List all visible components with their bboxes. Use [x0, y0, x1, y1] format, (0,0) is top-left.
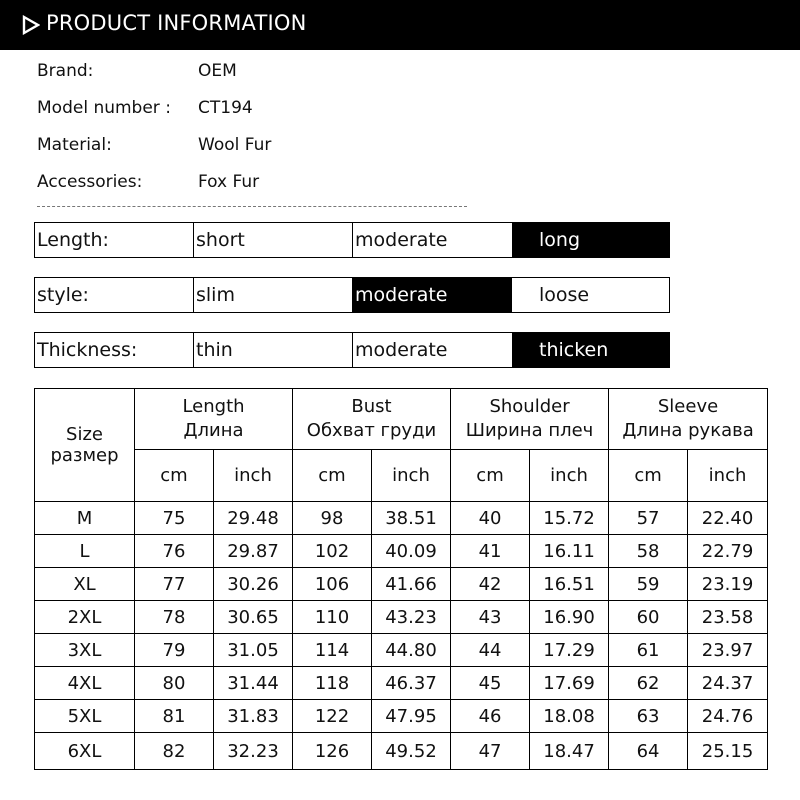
unit-header-inch: inch: [214, 450, 293, 502]
size-label-cell: XL: [35, 568, 135, 601]
group-header-ru: Ширина плеч: [465, 420, 594, 441]
size-label-cell: 6XL: [35, 733, 135, 770]
measurement-cell: 114: [293, 634, 372, 667]
measurement-cell: 47: [451, 733, 530, 770]
measurement-cell: 41.66: [372, 568, 451, 601]
measurement-cell: 22.40: [688, 502, 768, 535]
option-choice: slim: [194, 278, 353, 312]
measurement-cell: 25.15: [688, 733, 768, 770]
sleeve-group-header: [609, 389, 768, 450]
unit-header-cm: cm: [293, 450, 372, 502]
size-column-header: [35, 389, 135, 502]
measurement-cell: 62: [609, 667, 688, 700]
measurement-cell: 31.05: [214, 634, 293, 667]
measurement-cell: 80: [135, 667, 214, 700]
measurement-cell: 31.83: [214, 700, 293, 733]
size-label-cell: M: [35, 502, 135, 535]
measurement-cell: 46: [451, 700, 530, 733]
option-choice-selected: thicken: [512, 333, 669, 367]
info-label: Accessories:: [37, 172, 143, 192]
table-row: [35, 667, 768, 700]
unit-header-cm: cm: [609, 450, 688, 502]
option-choice-selected: moderate: [353, 278, 512, 312]
info-value: Fox Fur: [198, 172, 260, 192]
group-header-en: Sleeve: [657, 396, 719, 417]
measurement-cell: 45: [451, 667, 530, 700]
unit-header-cm: cm: [451, 450, 530, 502]
group-header-en: Length: [182, 396, 245, 417]
table-row: [35, 601, 768, 634]
measurement-cell: 49.52: [372, 733, 451, 770]
measurement-cell: 16.11: [530, 535, 609, 568]
size-chart-header-row: [35, 389, 768, 450]
measurement-cell: 122: [293, 700, 372, 733]
unit-header-inch: inch: [688, 450, 768, 502]
measurement-cell: 79: [135, 634, 214, 667]
option-label: style:: [35, 278, 194, 312]
measurement-cell: 98: [293, 502, 372, 535]
measurement-cell: 82: [135, 733, 214, 770]
option-thickness: [34, 332, 670, 368]
measurement-cell: 24.37: [688, 667, 768, 700]
measurement-cell: 29.48: [214, 502, 293, 535]
measurement-cell: 64: [609, 733, 688, 770]
option-label: Length:: [35, 223, 194, 257]
option-choice: loose: [539, 284, 590, 306]
section-header: [0, 0, 800, 50]
measurement-cell: 81: [135, 700, 214, 733]
measurement-cell: 61: [609, 634, 688, 667]
size-chart-table: [34, 388, 768, 770]
unit-header-row: [35, 450, 768, 502]
measurement-cell: 57: [609, 502, 688, 535]
measurement-cell: 38.51: [372, 502, 451, 535]
measurement-cell: 22.79: [688, 535, 768, 568]
measurement-cell: 23.97: [688, 634, 768, 667]
table-row: [35, 502, 768, 535]
measurement-cell: 23.58: [688, 601, 768, 634]
measurement-cell: 40: [451, 502, 530, 535]
measurement-cell: 30.65: [214, 601, 293, 634]
measurement-cell: 24.76: [688, 700, 768, 733]
measurement-cell: 44.80: [372, 634, 451, 667]
measurement-cell: 102: [293, 535, 372, 568]
play-triangle-icon: [22, 15, 40, 35]
size-label-cell: 2XL: [35, 601, 135, 634]
table-row: [35, 700, 768, 733]
length-group-header: [135, 389, 293, 450]
measurement-cell: 78: [135, 601, 214, 634]
measurement-cell: 126: [293, 733, 372, 770]
measurement-cell: 41: [451, 535, 530, 568]
group-header-ru: Длина: [183, 420, 244, 441]
measurement-cell: 43.23: [372, 601, 451, 634]
measurement-cell: 47.95: [372, 700, 451, 733]
measurement-cell: 17.69: [530, 667, 609, 700]
measurement-cell: 75: [135, 502, 214, 535]
size-label-cell: 5XL: [35, 700, 135, 733]
measurement-cell: 17.29: [530, 634, 609, 667]
option-choice: short: [194, 223, 353, 257]
unit-header-cm: cm: [135, 450, 214, 502]
measurement-cell: 118: [293, 667, 372, 700]
measurement-cell: 106: [293, 568, 372, 601]
size-label-cell: 3XL: [35, 634, 135, 667]
size-label-cell: 4XL: [35, 667, 135, 700]
option-style: [34, 277, 670, 313]
group-header-ru: Длина рукава: [622, 420, 754, 441]
size-header-ru: размер: [50, 445, 119, 466]
unit-header-inch: inch: [372, 450, 451, 502]
table-row: [35, 535, 768, 568]
group-header-en: Bust: [351, 396, 392, 417]
measurement-cell: 31.44: [214, 667, 293, 700]
measurement-cell: 16.90: [530, 601, 609, 634]
size-header-en: Size: [66, 424, 103, 445]
measurement-cell: 63: [609, 700, 688, 733]
bust-group-header: [293, 389, 451, 450]
info-value: OEM: [198, 61, 237, 81]
measurement-cell: 18.08: [530, 700, 609, 733]
measurement-cell: 59: [609, 568, 688, 601]
measurement-cell: 30.26: [214, 568, 293, 601]
option-label: Thickness:: [35, 333, 194, 367]
size-label-cell: L: [35, 535, 135, 568]
info-value: CT194: [198, 98, 253, 118]
info-value: Wool Fur: [198, 135, 272, 155]
size-chart-body: [35, 502, 768, 770]
dashed-divider: [37, 206, 467, 207]
option-choice-selected: long: [512, 223, 669, 257]
table-row: [35, 634, 768, 667]
info-label: Model number :: [37, 98, 171, 118]
measurement-cell: 77: [135, 568, 214, 601]
group-header-ru: Обхват груди: [306, 420, 437, 441]
option-length: [34, 222, 670, 258]
measurement-cell: 44: [451, 634, 530, 667]
option-choice: moderate: [355, 229, 448, 251]
measurement-cell: 58: [609, 535, 688, 568]
option-choice: moderate: [355, 339, 448, 361]
measurement-cell: 46.37: [372, 667, 451, 700]
info-label: Brand:: [37, 61, 94, 81]
group-header-en: Shoulder: [489, 396, 570, 417]
measurement-cell: 76: [135, 535, 214, 568]
measurement-cell: 42: [451, 568, 530, 601]
measurement-cell: 16.51: [530, 568, 609, 601]
unit-header-inch: inch: [530, 450, 609, 502]
measurement-cell: 29.87: [214, 535, 293, 568]
table-row: [35, 733, 768, 770]
measurement-cell: 110: [293, 601, 372, 634]
measurement-cell: 18.47: [530, 733, 609, 770]
measurement-cell: 43: [451, 601, 530, 634]
measurement-cell: 60: [609, 601, 688, 634]
measurement-cell: 32.23: [214, 733, 293, 770]
table-row: [35, 568, 768, 601]
measurement-cell: 15.72: [530, 502, 609, 535]
measurement-cell: 40.09: [372, 535, 451, 568]
section-title: PRODUCT INFORMATION: [46, 11, 307, 35]
measurement-cell: 23.19: [688, 568, 768, 601]
option-choice: thin: [194, 333, 353, 367]
info-label: Material:: [37, 135, 112, 155]
shoulder-group-header: [451, 389, 609, 450]
